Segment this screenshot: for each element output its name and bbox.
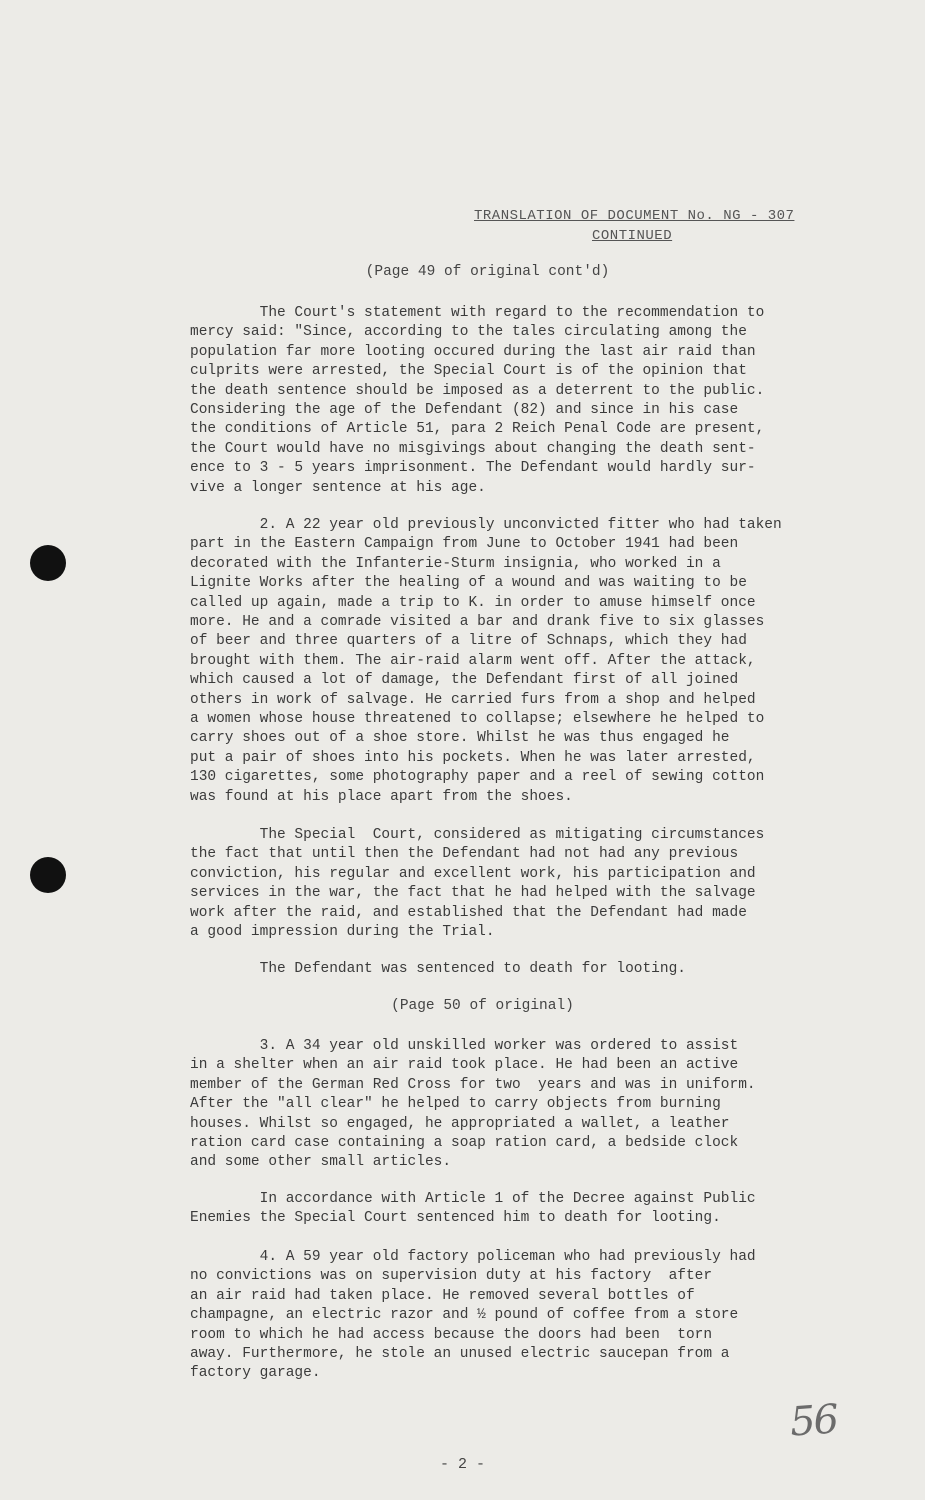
punch-hole [30,857,66,893]
handwritten-folio-number: 56 [788,1396,839,1446]
paragraph-case-2: 2. A 22 year old previously unconvicted fitter who had taken part in the Eastern Campaign from June to October 1941 had been decorated with the Infanterie-Sturm insignia, who worked in a Lignite Works after the healing of a wound and was waiting to be called up again, made a trip to K. in order to amuse himself once more. He and a comrade visited a bar and drank five to six glasses of beer and three quarters of a litre of Schnaps, which they had brought with them. The air-raid alarm went off. After the attack, which caused a lot of damage, the Defendant first of all joined others in work of salvage. He carried furs from a shop and helped a women whose house threatened to collapse; elsewhere he helped to carry shoes out of a shoe store. Whilst he was thus engaged he put a pair of shoes into his pockets. When he was later arrested, 130 cigarettes, some photography paper and a reel of sewing cotton was found at his place apart from the shoes. [190,517,782,805]
header-title: TRANSLATION OF DOCUMENT No. NG - 307 [474,208,795,224]
paragraph-court-statement: The Court's statement with regard to the recommendation to mercy said: "Since, according to the tales circulating among the population far more looting occured during the last air raid than culprits were arrested, the Special Court is of the opinion that the death sentence should be imposed as a deterrent to the public. Considering the age of the Defendant (82) and since in his case the conditions of Article 51, para 2 Reich Penal Code are present, the Court would have no misgivings about changing the death sent- ence to 3 - 5 years imprisonment. The Defendant would hardly sur- vive a longer sentence at his age. [190,305,765,496]
punch-hole [30,545,66,581]
header-continued: CONTINUED [592,228,673,244]
document-header [474,206,794,246]
paragraph-mitigating: The Special Court, considered as mitigating circumstances the fact that until then the Defendant had not had any previous conviction, his regular and excellent work, his participation and services in the war, the fact that he had helped with the salvage work after the raid, and established that the Defendant had made a good impression during the Trial. [190,827,765,941]
page-reference-49: (Page 49 of original cont'd) [365,264,610,280]
page-number: - 2 - [439,1456,485,1473]
paragraph-sentence: The Defendant was sentenced to death for looting. [190,961,686,977]
paragraph-case-4: 4. A 59 year old factory policeman who had previously had no convictions was on supervision duty at his factory after an air raid had taken place. He removed several bottles of champagne, an electric razor and ½ pound of coffee from a store room to which he had access because the doors had been torn away. Furthermore, he stole an unused electric saucepan from a factory garage. [190,1249,756,1382]
page-reference-50: (Page 50 of original) [391,998,574,1014]
paragraph-case-3: 3. A 34 year old unskilled worker was ordered to assist in a shelter when an air raid took place. He had been an active member of the German Red Cross for two years and was in uniform. After the "all clear" he helped to carry objects from burning houses. Whilst so engaged, he appropriated a wallet, a leather ration card case containing a soap ration card, a bedside clock and some other small articles. [190,1038,756,1171]
paragraph-decree: In accordance with Article 1 of the Decree against Public Enemies the Special Court sentenced him to death for looting. [190,1191,756,1227]
